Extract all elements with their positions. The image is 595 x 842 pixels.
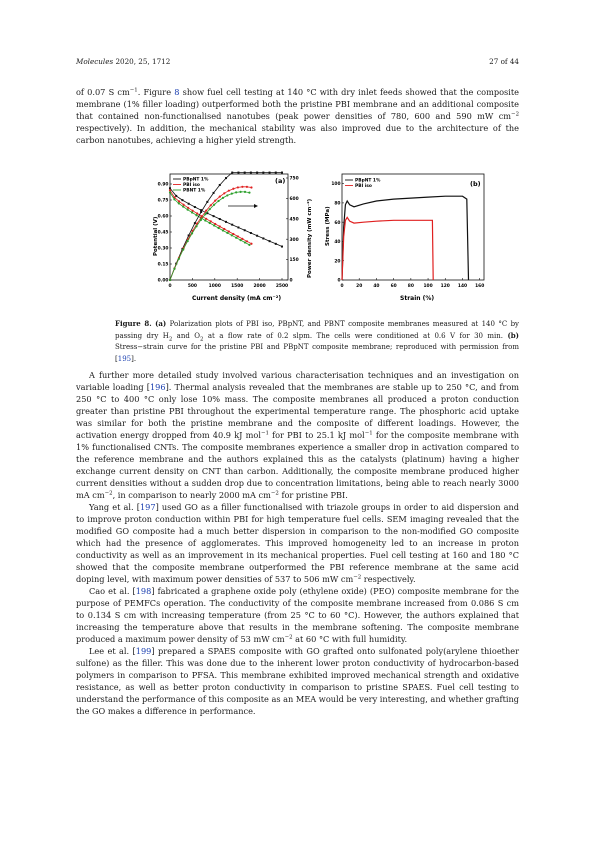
pbpnt-polarization-point (213, 215, 215, 217)
pbnt-power-point (213, 204, 215, 206)
pbi-polarization-point (241, 238, 243, 240)
pbpnt-polarization-point (188, 203, 190, 205)
ref-link-198[interactable]: 198 (135, 586, 152, 596)
y-tick-label: 0.90 (157, 182, 169, 188)
pbnt-power-point (226, 194, 228, 196)
paragraph-2: A further more detailed study involved various characterisation techniques and an investigation on variable loading [196]. Thermal analysis revealed that the membranes are stable up to 250 °C, and from 250 °C to 400 °C only lose 10% mass. The composite membranes all produced a proton conduction greater than pristine PBI throughout the experimental temperature range. The phosphoric acid uptake was similar for both the pristine membrane and the composite of different loadings. However, the activation energy dropped from 40.9 kJ mol$^{-1}$ for PBI to 25.1 kJ mol$^{-1}$ for the composite membrane with 1% functionalised CNTs. The composite membranes experience a smaller drop in activation compared to the reference membrane and the authors explained this as the catalysts (platinum) having a higher exchange current density on CNT than carbon. Additionally, the composite membrane produced higher current densities without a sudden drop due to concentration limitations, being able to reach nearly 3000 mA $cm^{-2}$, in comparison to nearly 2000 mA $cm^{-2}$ for pristine PBI. Yang et al. [197] used GO as a filler functionalised with triazole groups in order to aid dispersion and to improve proton conduction within PBI for high temperature fuel cells. SEM imaging revealed that the modified GO composite had a much better dispersion in comparison to the non-modified GO composite which had the presence of agglomerates. This improved homogeneity led to an increase in proton conductivity as well as an improvement in its mechanical properties. Fuel cell testing at 160 and 180 °C showed that the composite membrane outperformed the PBI reference membrane at the same acid doping level, with maximum power densities of 537 to 506 mW $cm^{-2}$ respectively. Cao et al. [198] fabricated a graphene oxide poly (ethylene oxide) (PEO) composite membrane for the purpose of PEMFCs operation. The conductivity of the composite membrane increased from 0.086 S cm to 0.134 S cm with increasing temperature (from 25 °C to 60 °C). However, the authors explained that increasing the temperature above that results in the membrane softening. The composite membrane produced a maximum power density of 53 mW $cm^{-2}$ at 60 °C with full humidity. Lee et al. [199] prepared a SPAES composite with GO grafted onto sulfonated poly(arylene thioether sulfone) as the filler. This was done due to the inherent lower proton conductivity of hydrocarbon-based polymers in comparison to PFSA. This membrane exhibited improved mechanical strength and oxidative resistance, as well as better proton conductivity in comparison to pristine SPAES. Fuel cell testing to understand the performance of this composite as an MEA would be very interesting, and whether grafting the GO makes a difference in performance. (76, 370, 520, 716)
pbnt-power-point (178, 258, 180, 260)
pbnt-polarization-point (195, 214, 197, 216)
pbpnt-stress-strain (342, 196, 469, 280)
pbnt-polarization-point (244, 241, 246, 243)
pbnt-polarization-point (169, 191, 171, 193)
pbpnt-polarization-point (250, 232, 252, 234)
y-tick-label: 0.75 (157, 198, 169, 204)
pbpnt-power-point (250, 172, 252, 174)
pbnt-power-point (169, 279, 171, 281)
y-right-tick-label: 150 (289, 258, 299, 264)
pbi-power-point (237, 186, 239, 188)
x-tick-label: 2500 (275, 284, 289, 289)
x-tick-label: 1500 (231, 284, 244, 289)
pbpnt-polarization-point (219, 218, 221, 220)
figure-caption: Figure 8. (a) Polarization plots of PBI iso, PBpNT, and PBNT composite membranes measured at 140 °C by passing dry $H_2$ and $O_2$ at a flow rate of 0.2 slpm. The cells were conditioned at 0.6 V for 30 min. (b) Stress−strain curve for the pristine PBI and PBpNT composite membrane; reproduced with permission from [195]. (115, 319, 520, 363)
pbi-polarization-point (182, 204, 184, 206)
pbi-power-point (205, 210, 207, 212)
pbpnt-power-point (213, 192, 215, 194)
pbpnt-power-point (194, 222, 196, 224)
pbi-polarization-point (169, 189, 171, 191)
pbnt-polarization-point (235, 237, 237, 239)
pbpnt-power-point (275, 172, 277, 174)
pbnt-power-point (187, 240, 189, 242)
pbnt-power-point (239, 191, 241, 193)
x-tick-label: 160 (475, 284, 485, 289)
x-tick-label: 0 (168, 284, 172, 289)
page-number: 27 of 44 (489, 57, 519, 66)
y-right-tick-label: 0 (289, 278, 293, 284)
ref-link-195[interactable]: 195 (117, 354, 132, 363)
pbpnt-power-point (219, 184, 221, 186)
page-header (76, 57, 519, 66)
pbi-power-point (228, 190, 230, 192)
pbpnt-power-point (237, 172, 239, 174)
x-tick-label: 140 (457, 284, 468, 289)
y-tick-label: 0.30 (157, 246, 169, 252)
pbnt-polarization-point (187, 209, 189, 211)
pbnt-polarization-point (178, 202, 180, 204)
ref-link-196[interactable]: 196 (149, 382, 166, 392)
panel-b-xlabel: Strain (%) (400, 295, 435, 302)
pbi-power-point (250, 186, 252, 188)
legend-label: PBNT 1% (183, 188, 206, 194)
pbnt-power-point (248, 192, 250, 194)
y-tick-label: 0 (337, 278, 341, 284)
pbi-polarization-point (178, 200, 180, 202)
pbpnt-polarization-point (175, 195, 177, 197)
paragraph-3: Yang et al. [197] used GO as a filler functionalised with triazole groups in order to aid dispersion and to improve proton conduction within PBI for high temperature fuel cells. SEM imaging revealed that the modified GO composite had a much better dispersion in comparison to the non-modified GO composite which had the presence of agglomerates. This improved homogeneity led to an increase in proton conductivity as well as an improvement in its mechanical properties. Fuel cell testing at 160 and 180 °C showed that the composite membrane outperformed the PBI reference membrane at the same acid doping level, with maximum power densities of 537 to 506 mW $cm^{-2}$ respectively. (76, 502, 520, 584)
pbpnt-polarization-point (275, 243, 277, 245)
pbpnt-polarization-point (256, 235, 258, 237)
pbi-power-point (219, 196, 221, 198)
journal-name: Molecules (76, 57, 114, 66)
pbnt-power-point (173, 268, 175, 270)
pbi-power-point (214, 200, 216, 202)
x-tick-label: 40 (373, 284, 380, 289)
pbnt-polarization-point (209, 222, 211, 224)
citation: 2020, 25, 1712 (115, 57, 171, 66)
pbnt-polarization-point (213, 224, 215, 226)
pbnt-power-point (222, 197, 224, 199)
pbi-stress-strain (342, 217, 433, 280)
figure-panel-b (322, 166, 490, 304)
pbnt-power-point (195, 225, 197, 227)
ref-link-199[interactable]: 199 (135, 646, 152, 656)
panel-a-xlabel: Current density (mA cm⁻²) (192, 295, 282, 302)
x-tick-label: 80 (407, 284, 414, 289)
pbpnt-polarization-line (170, 188, 282, 246)
pbpnt-power-point (262, 172, 264, 174)
caption-label: Figure 8. (115, 319, 152, 328)
pbpnt-power-point (244, 172, 246, 174)
x-tick-label: 20 (356, 284, 363, 289)
pbnt-polarization-point (217, 227, 219, 229)
x-tick-label: 2000 (253, 284, 266, 289)
panel-b-legend (345, 178, 381, 190)
panel-a-ylabel: Potential (V) (153, 216, 159, 256)
paragraph-1: of 0.07 S $cm^{-1}$. Figure 8 show fuel cell testing at 140 °C with dry inlet feeds showed that the composite membrane (1% filler loading) outperformed both the pristine PBI membrane and an additional composite that contained non-functionalised nanotubes (peak power densities of 780, 600 and 590 mW $cm^{-2}$ respectively). In addition, the mechanical stability was also improved due to the architecture of the carbon nanotubes, achieving a higher yield strength. (76, 87, 519, 145)
pbpnt-polarization-point (225, 221, 227, 223)
pbnt-polarization-point (248, 244, 250, 246)
y-right-tick-label: 450 (289, 217, 299, 223)
legend-label: PBI iso (355, 184, 372, 190)
y-right-tick-label: 600 (289, 197, 299, 202)
x-tick-label: 1000 (208, 284, 221, 289)
y-tick-label: 80 (334, 201, 341, 207)
pbnt-power-point (235, 191, 237, 193)
pbnt-polarization-point (173, 198, 175, 200)
legend-label: PBI iso (183, 183, 200, 189)
pbi-polarization-point (250, 243, 252, 245)
panel-b-ylabel: Stress (MPa) (325, 206, 331, 246)
pbnt-power-point (191, 232, 193, 234)
pbpnt-polarization-point (244, 229, 246, 231)
y-tick-label: 0.60 (157, 214, 169, 220)
figure-8-link[interactable]: 8 (174, 87, 180, 97)
pbi-power-point (246, 186, 248, 188)
pbpnt-power-point (206, 201, 208, 203)
pbnt-polarization-point (182, 206, 184, 208)
journal-citation (76, 57, 170, 66)
panel-a-label: (a) (275, 177, 286, 185)
pbpnt-polarization-point (262, 237, 264, 239)
pbnt-polarization-point (204, 219, 206, 221)
x-tick-label: 100 (423, 284, 433, 289)
pbnt-power-point (217, 200, 219, 202)
pbpnt-power-point (256, 172, 258, 174)
pbi-polarization-line (170, 190, 252, 243)
pbnt-power-point (244, 191, 246, 193)
x-tick-label: 0 (340, 284, 344, 289)
x-tick-label: 60 (390, 284, 397, 289)
panel-b-label: (b) (470, 180, 481, 188)
panel-a-ylabel-right: Power density (mW cm⁻²) (307, 198, 313, 278)
pbnt-polarization-point (239, 239, 241, 241)
pbpnt-polarization-point (269, 240, 271, 242)
pbpnt-polarization-point (181, 199, 183, 201)
figure-8 (150, 166, 490, 304)
y-tick-label: 0.00 (157, 278, 169, 284)
pbnt-power-point (182, 249, 184, 251)
pbi-power-point (223, 192, 225, 194)
pbnt-polarization-point (231, 234, 233, 236)
panel-a-legend (173, 177, 209, 194)
pbi-power-point (241, 186, 243, 188)
pbpnt-power-point (269, 172, 271, 174)
pbi-polarization-point (246, 240, 248, 242)
pbpnt-polarization-point (281, 246, 283, 248)
y-tick-label: 0.45 (157, 230, 169, 236)
y-right-tick-label: 750 (289, 176, 299, 182)
legend-label: PBpNT 1% (355, 178, 381, 184)
pbpnt-polarization-point (169, 187, 171, 189)
paragraph-4: Cao et al. [198] fabricated a graphene oxide poly (ethylene oxide) (PEO) composite membrane for the purpose of PEMFCs operation. The conductivity of the composite membrane increased from 0.086 S cm to 0.134 S cm with increasing temperature (from 25 °C to 60 °C). However, the authors explained that increasing the temperature above that results in the membrane softening. The composite membrane produced a maximum power density of 53 mW $cm^{-2}$ at 60 °C with full humidity. (76, 586, 519, 644)
legend-label: PBpNT 1% (183, 177, 209, 183)
pbpnt-polarization-point (237, 226, 239, 228)
y-tick-label: 40 (334, 240, 341, 246)
pbnt-polarization-point (191, 211, 193, 213)
paragraph-5: Lee et al. [199] prepared a SPAES composite with GO grafted onto sulfonated poly(arylene thioether sulfone) as the filler. This was done due to the inherent lower proton conductivity of hydrocarbon-based polymers in comparison to PFSA. This membrane exhibited improved mechanical strength and oxidative resistance, as well as better proton conductivity in comparison to pristine SPAES. Fuel cell testing to understand the performance of this composite as an MEA would be very interesting, and whether grafting the GO makes a difference in performance. (76, 646, 519, 716)
y-tick-label: 60 (334, 220, 341, 226)
pbpnt-power-point (281, 172, 283, 174)
pbnt-power-point (231, 192, 233, 194)
pbnt-power-point (209, 208, 211, 210)
pbi-power-point (232, 188, 234, 190)
pbnt-power-point (200, 219, 202, 221)
figure-panel-a (150, 166, 318, 304)
pbpnt-power-point (200, 211, 202, 213)
y-right-tick-label: 300 (289, 237, 299, 243)
pbnt-polarization-point (222, 229, 224, 231)
panel-b-curves (342, 196, 469, 280)
pbnt-power-point (204, 213, 206, 215)
y-tick-label: 100 (331, 182, 341, 188)
pbi-polarization-point (187, 207, 189, 209)
pbpnt-power-point (231, 172, 233, 174)
x-tick-label: 500 (187, 284, 197, 289)
pbpnt-power-point (225, 177, 227, 179)
pbnt-polarization-point (226, 232, 228, 234)
x-tick-label: 120 (440, 284, 450, 289)
y-tick-label: 20 (334, 259, 341, 265)
y-tick-label: 0.15 (157, 262, 169, 268)
ref-link-197[interactable]: 197 (139, 502, 156, 512)
pbi-power-point (210, 204, 212, 206)
pbpnt-polarization-point (231, 224, 233, 226)
pbpnt-polarization-point (194, 206, 196, 208)
